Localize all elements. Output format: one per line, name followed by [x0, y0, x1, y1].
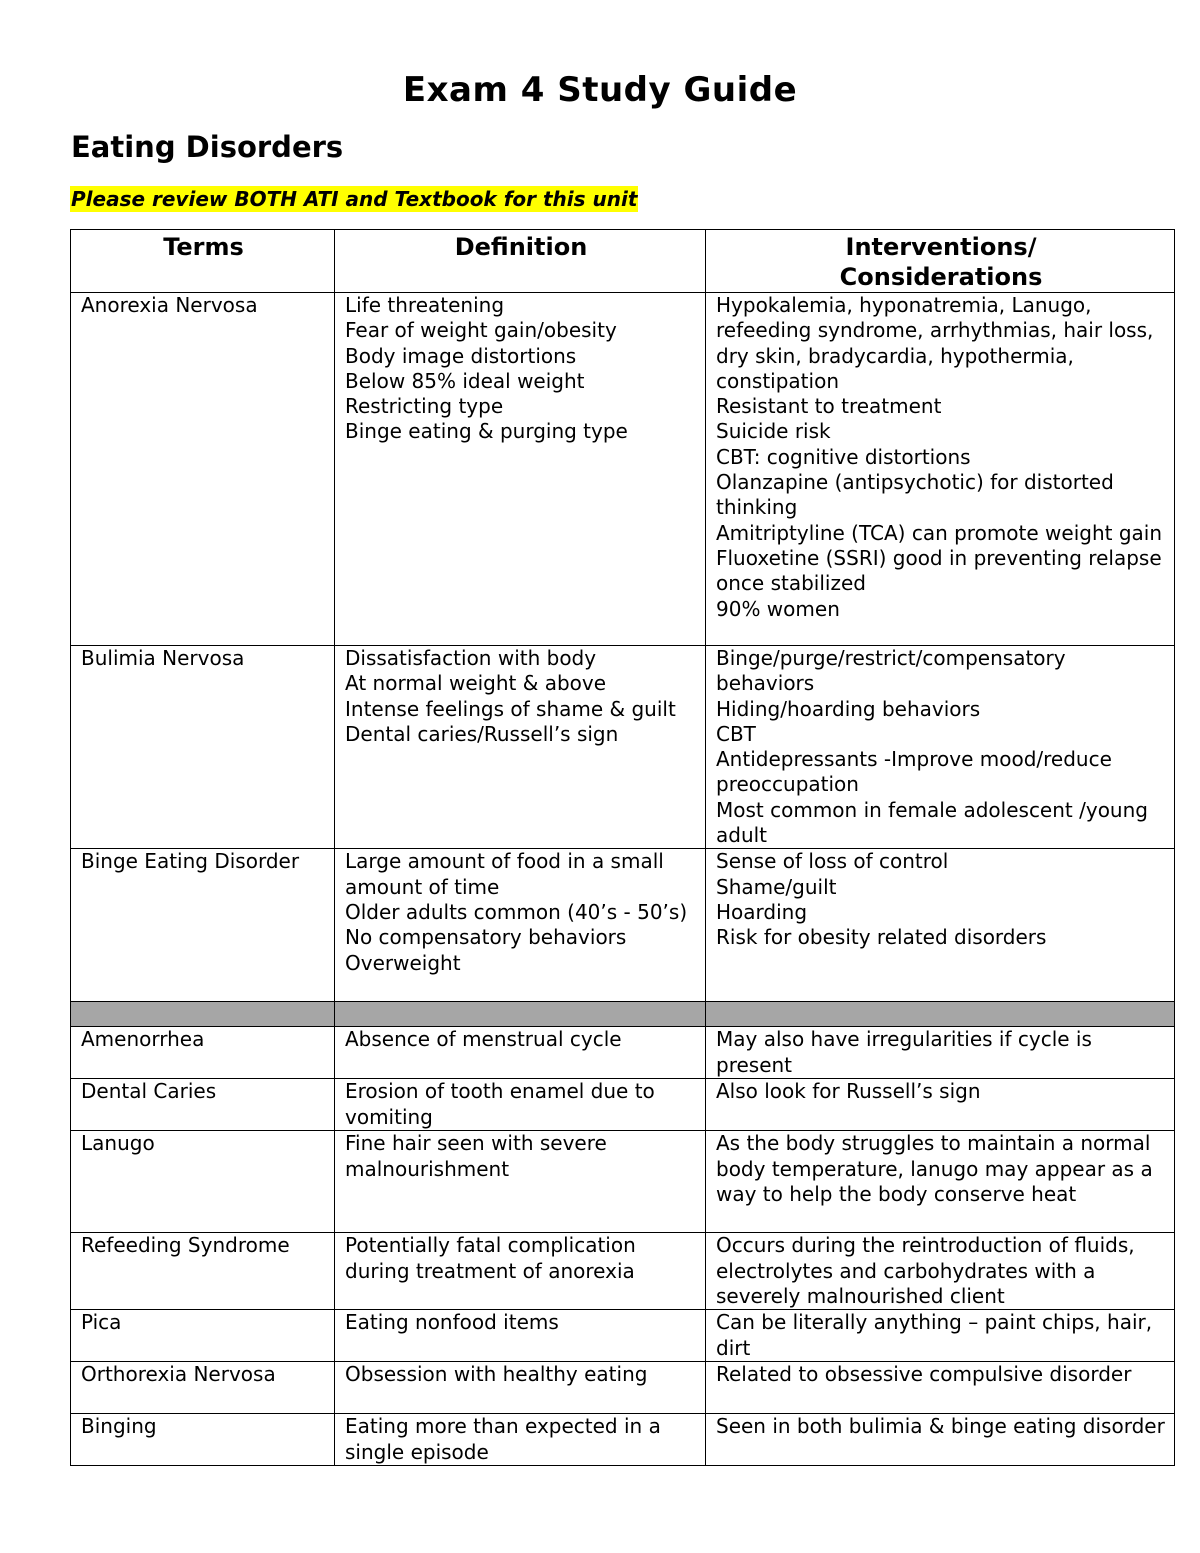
term-cell: Bulimia Nervosa [71, 646, 335, 849]
definition-line: Overweight [345, 950, 461, 975]
table-row [71, 1079, 1175, 1131]
term-cell: Refeeding Syndrome [71, 1233, 335, 1310]
definition-line: Large amount of food in a small amount of time [345, 849, 664, 899]
definition-line: Dissatisfaction with body [345, 646, 597, 670]
definition-cell [335, 1414, 706, 1466]
definition-line: Intense feelings of shame & guilt [345, 696, 676, 721]
definition-line: Below 85% ideal weight [345, 368, 585, 393]
header-interventions-line-1: Interventions/ [845, 233, 1037, 261]
page-title: Exam 4 Study Guide [402, 70, 798, 110]
table-header-row [71, 230, 1175, 293]
definition-cell [335, 1131, 706, 1233]
term-cell: Amenorrhea [71, 1027, 335, 1079]
separator-cell [706, 1002, 1175, 1027]
intervention-line: Binge/purge/restrict/compensatory behaviors [716, 646, 1066, 696]
intervention-line: Sense of loss of control [716, 849, 949, 874]
term-cell: Binging [71, 1414, 335, 1466]
term-cell: Orthorexia Nervosa [71, 1362, 335, 1414]
term-cell: Anorexia Nervosa [71, 293, 335, 646]
intervention-line: 90% women [716, 596, 840, 621]
interventions-cell [706, 1362, 1175, 1414]
definition-cell [335, 1233, 706, 1310]
term-cell: Pica [71, 1310, 335, 1362]
table-row [71, 646, 1175, 849]
intervention-line: Suicide risk [716, 419, 831, 444]
table-row [71, 1362, 1175, 1414]
definition-line: Older adults common (40’s - 50’s) [345, 899, 688, 924]
definition-line: Body image distortions [345, 343, 577, 368]
interventions-cell [706, 1233, 1175, 1310]
table-row [71, 1414, 1175, 1466]
table-row [71, 1233, 1175, 1310]
table-row [71, 849, 1175, 1002]
definition-line: Absence of menstrual cycle [345, 1027, 622, 1052]
interventions-cell [706, 646, 1175, 849]
intervention-line: CBT: cognitive distortions [716, 444, 971, 469]
definition-line: Dental caries/Russell’s sign [345, 721, 619, 746]
separator-row [71, 1002, 1175, 1027]
intervention-line: Fluoxetine (SSRI) good in preventing relapse once stabilized [716, 545, 1162, 596]
separator-cell [335, 1002, 706, 1027]
intervention-line: CBT [716, 721, 756, 746]
term-cell: Lanugo [71, 1131, 335, 1233]
header-terms: Terms [71, 230, 335, 293]
intervention-line: As the body struggles to maintain a normal body temperature, lanugo may appear as a way to help the body conserve heat [716, 1131, 1153, 1206]
interventions-cell [706, 849, 1175, 1002]
table-row [71, 1310, 1175, 1362]
intervention-line: Hiding/hoarding behaviors [716, 696, 981, 721]
intervention-line: Related to obsessive compulsive disorder [716, 1362, 1132, 1387]
intervention-line: Antidepressants -Improve mood/reduce preoccupation [716, 747, 1112, 797]
term-cell: Dental Caries [71, 1079, 335, 1131]
table-row [71, 1131, 1175, 1233]
definition-line: Life threatening [345, 293, 505, 317]
header-definition: Definition [335, 230, 706, 293]
definition-line: At normal weight & above [345, 671, 607, 696]
intervention-line: Hypokalemia, hyponatremia, Lanugo, refeeding syndrome, arrhythmias, hair loss, dry skin, bradycardia, hypothermia, constipation [716, 293, 1154, 393]
definition-line: Potentially fatal complication during treatment of anorexia [345, 1233, 636, 1283]
separator-cell [71, 1002, 335, 1027]
intervention-line: Amitriptyline (TCA) can promote weight gain [716, 520, 1163, 545]
intervention-line: Seen in both bulimia & binge eating disorder [716, 1414, 1165, 1439]
definition-cell [335, 1310, 706, 1362]
highlighted-notice: Please review BOTH ATI and Textbook for this unit [71, 187, 638, 211]
definition-line: No compensatory behaviors [345, 925, 627, 950]
intervention-line: May also have irregularities if cycle is present [716, 1027, 1092, 1077]
intervention-line: Also look for Russell’s sign [716, 1079, 981, 1104]
definition-cell [335, 646, 706, 849]
definition-cell [335, 1079, 706, 1131]
interventions-cell [706, 293, 1175, 646]
definition-line: Fear of weight gain/obesity [345, 318, 617, 343]
definition-line: Fine hair seen with severe malnourishment [345, 1131, 607, 1181]
interventions-cell [706, 1079, 1175, 1131]
definition-line: Binge eating & purging type [345, 419, 628, 444]
intervention-line: Hoarding [716, 899, 808, 924]
intervention-line: Risk for obesity related disorders [716, 925, 1047, 950]
definition-line: Restricting type [345, 394, 504, 419]
table-row [71, 1027, 1175, 1079]
definition-line: Eating nonfood items [345, 1310, 559, 1335]
interventions-cell [706, 1414, 1175, 1466]
section-heading: Eating Disorders [71, 130, 344, 164]
intervention-line: Olanzapine (antipsychotic) for distorted thinking [716, 470, 1114, 520]
definition-line: Eating more than expected in a single episode [345, 1414, 661, 1464]
interventions-cell [706, 1027, 1175, 1079]
header-interventions [706, 230, 1175, 293]
intervention-line: Occurs during the reintroduction of fluids, electrolytes and carbohydrates with a severely malnourished client [716, 1233, 1135, 1308]
intervention-line: Resistant to treatment [716, 394, 942, 419]
definition-cell [335, 849, 706, 1002]
definition-cell [335, 293, 706, 646]
term-cell: Binge Eating Disorder [71, 849, 335, 1002]
intervention-line: Most common in female adolescent /young adult [716, 797, 1148, 848]
intervention-line: Shame/guilt [716, 874, 837, 899]
header-interventions-line-2: Considerations [839, 263, 1043, 291]
interventions-cell [706, 1310, 1175, 1362]
definition-line: Obsession with healthy eating [345, 1362, 648, 1387]
interventions-cell [706, 1131, 1175, 1233]
study-table [70, 229, 1175, 1466]
intervention-line: Can be literally anything – paint chips, hair, dirt [716, 1310, 1153, 1360]
definition-cell [335, 1362, 706, 1414]
table-row [71, 293, 1175, 646]
definition-cell [335, 1027, 706, 1079]
definition-line: Erosion of tooth enamel due to vomiting [345, 1079, 655, 1129]
